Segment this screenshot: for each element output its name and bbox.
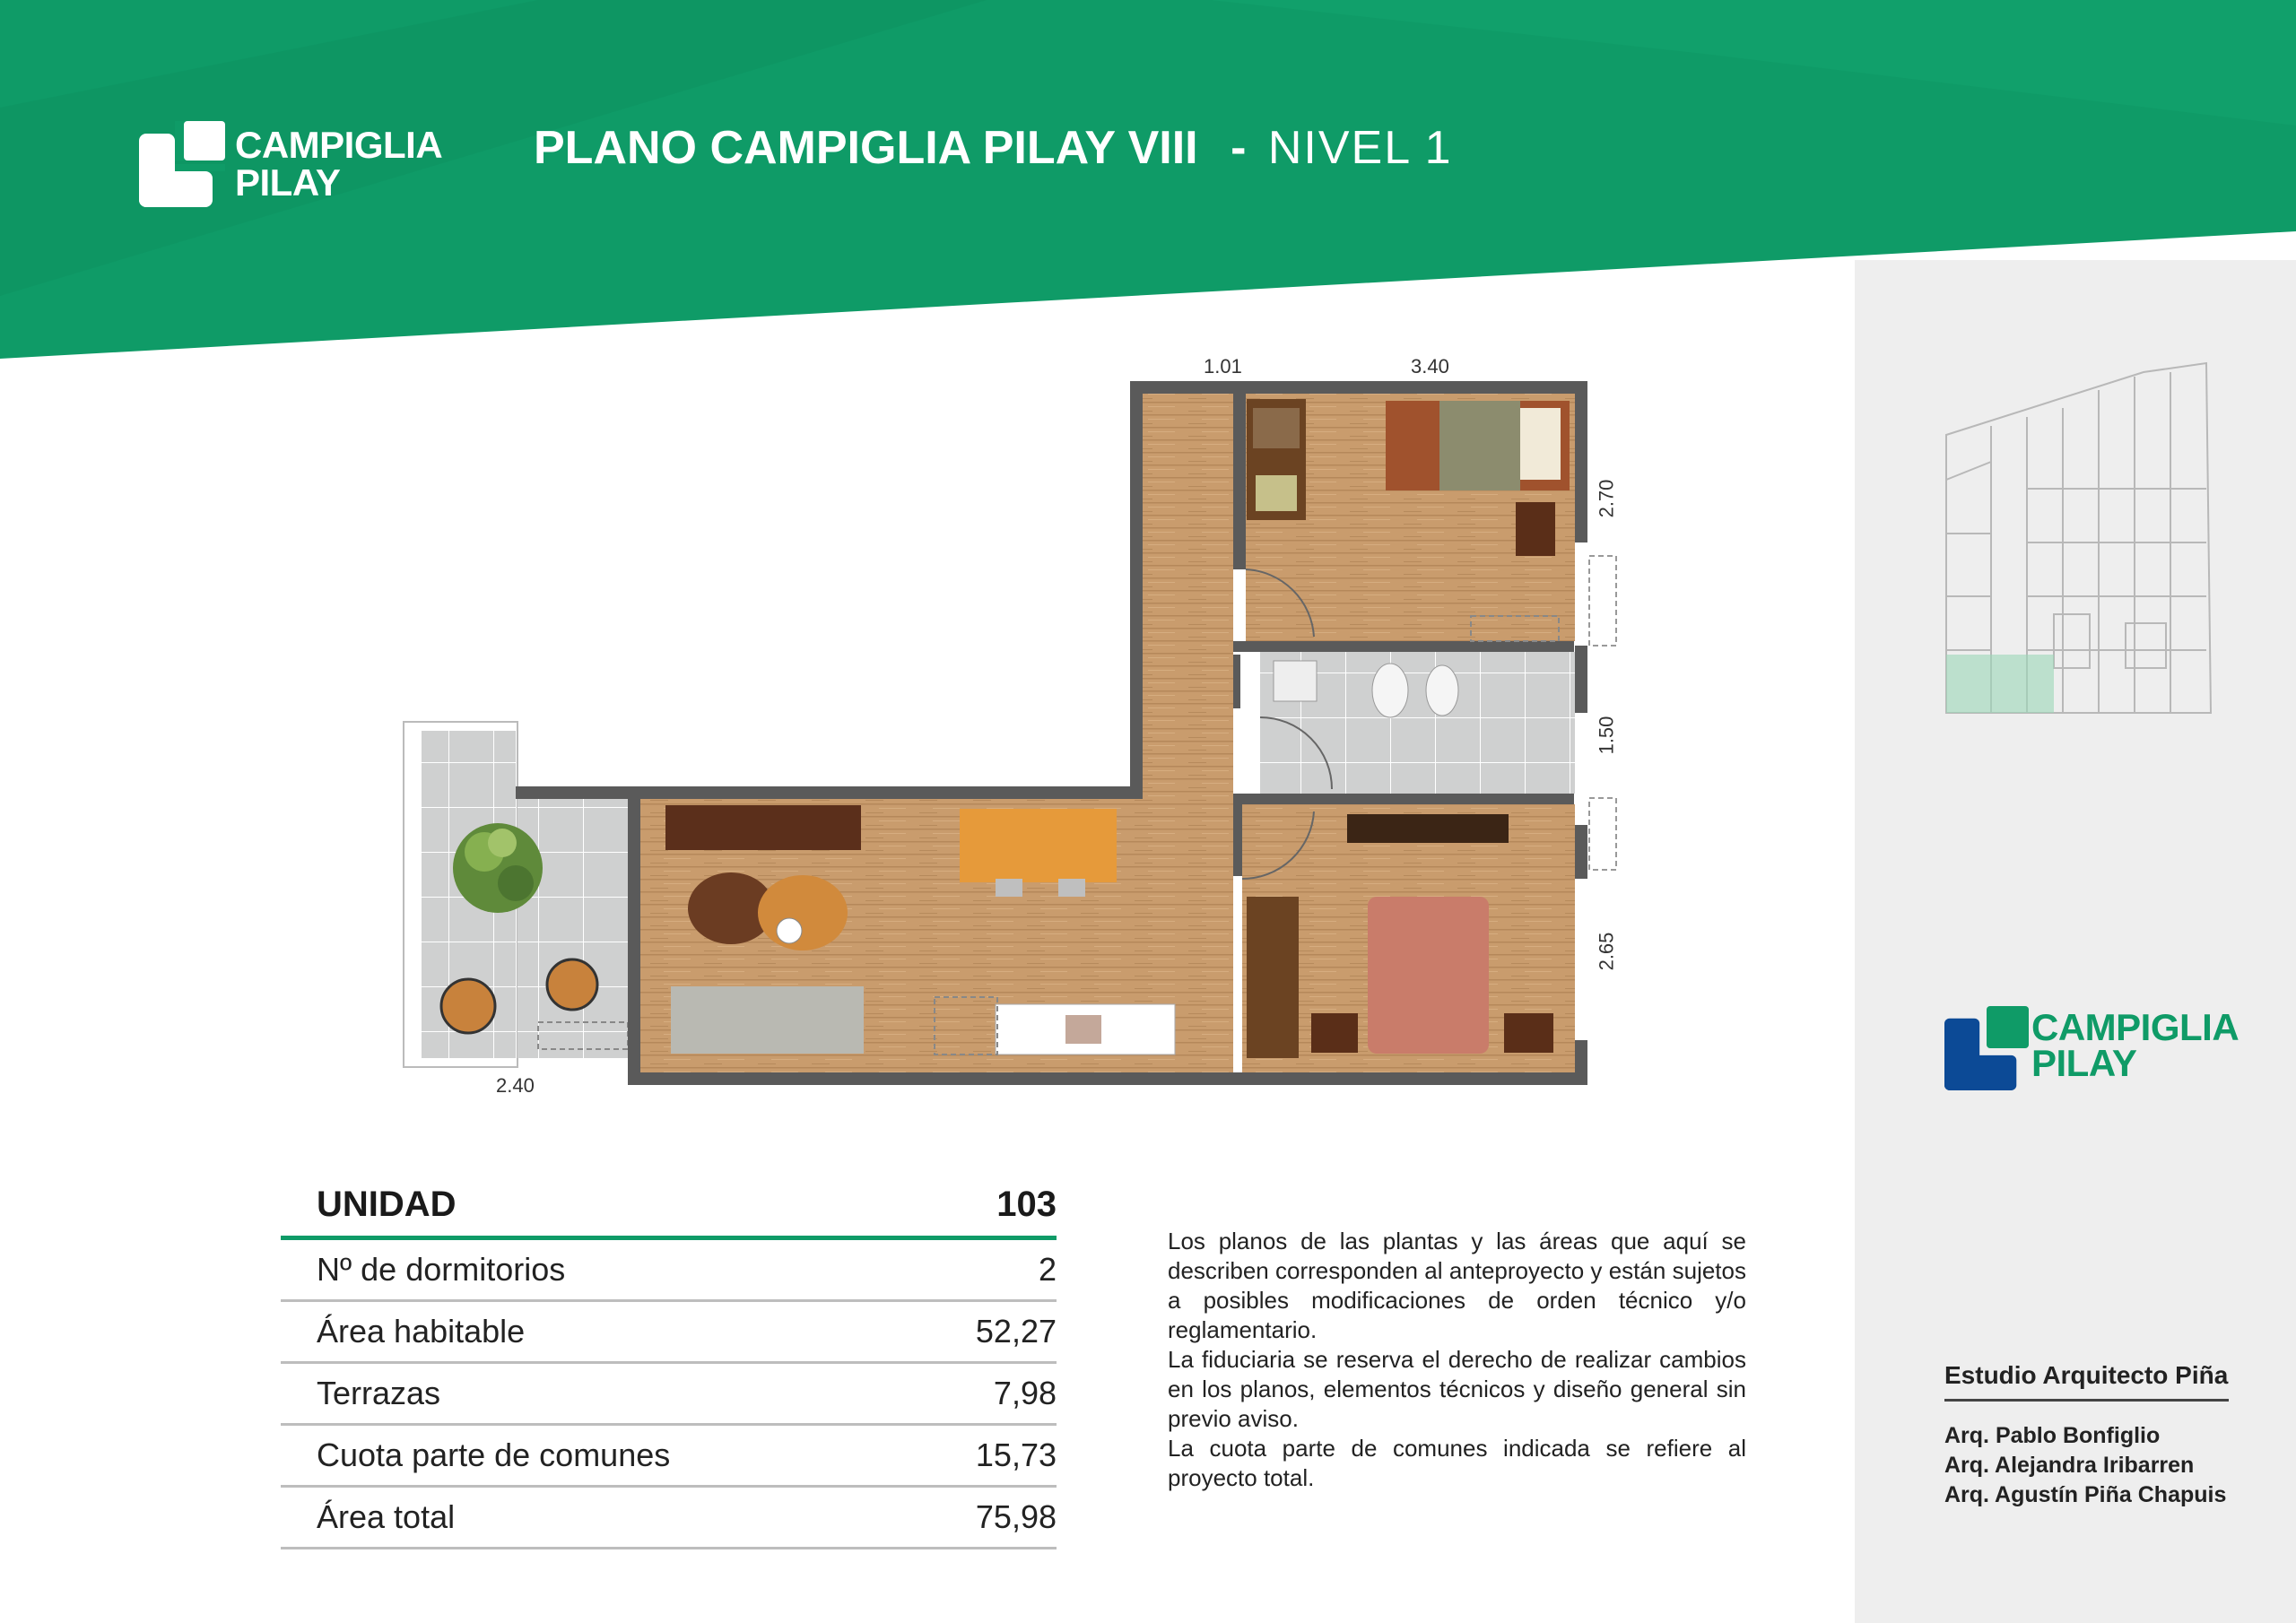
logo-text-line1: CAMPIGLIA [235, 124, 443, 166]
row-label: Área total [317, 1498, 456, 1535]
bed-icon [1368, 897, 1489, 1054]
architect-list [1944, 1421, 2229, 1510]
sofa-icon [671, 986, 864, 1054]
title-main: PLANO CAMPIGLIA PILAY VIII [534, 122, 1198, 174]
row-value: 75,98 [975, 1498, 1057, 1535]
row-value: 15,73 [975, 1436, 1057, 1473]
dimension-label: 2.65 [1595, 932, 1618, 971]
disclaimer-paragraph: Los planos de las plantas y las áreas que aquí se describen corresponden al anteproyecto y están sujetos a posibles modificaciones de orden técnico y/o reglamentario. [1168, 1228, 1746, 1343]
logo-text-line2: PILAY [2031, 1042, 2137, 1084]
logo-text-line2: PILAY [235, 161, 341, 204]
row-value: 7,98 [993, 1375, 1057, 1411]
unit-label: UNIDAD [317, 1185, 457, 1224]
row-value: 2 [1038, 1251, 1057, 1288]
row-label: Nº de dormitorios [317, 1251, 566, 1288]
logo-text-line1: CAMPIGLIA [2031, 1006, 2239, 1048]
title-separator: - [1231, 122, 1247, 174]
chair-icon [441, 979, 495, 1033]
table-header-row [281, 1175, 1057, 1240]
floor-plan [395, 368, 1632, 1103]
page-title [534, 121, 1453, 175]
disclaimer-text [1168, 1227, 1746, 1493]
architect-name: Arq. Pablo Bonfiglio [1944, 1423, 2161, 1448]
dimension-label: 1.01 [1204, 355, 1242, 378]
row-value: 52,27 [975, 1313, 1057, 1350]
dimension-label: 2.40 [496, 1074, 535, 1097]
table-row [281, 1426, 1057, 1488]
plant-icon [453, 823, 543, 913]
table-row [281, 1302, 1057, 1364]
disclaimer-paragraph: La cuota parte de comunes indicada se refiere al proyecto total. [1168, 1435, 1746, 1491]
table-row [281, 1364, 1057, 1426]
site-plan-thumbnail [1937, 327, 2224, 722]
logo-mark-icon [139, 121, 225, 207]
dimension-label: 2.70 [1595, 479, 1618, 518]
disclaimer-paragraph: La fiduciaria se reserva el derecho de realizar cambios en los planos, elementos técnicos y diseño general sin previo aviso. [1168, 1346, 1746, 1432]
title-level: NIVEL 1 [1267, 122, 1453, 174]
row-label: Área habitable [317, 1313, 526, 1350]
logo-mark-icon [1944, 1006, 2029, 1090]
studio-title: Estudio Arquitecto Piña [1944, 1361, 2229, 1402]
row-label: Terrazas [317, 1375, 441, 1411]
dimension-label: 3.40 [1411, 355, 1449, 378]
architect-name: Arq. Agustín Piña Chapuis [1944, 1482, 2227, 1507]
studio-credits [1944, 1361, 2229, 1510]
dimension-label: 1.50 [1595, 716, 1618, 755]
unit-table [281, 1175, 1057, 1549]
unit-number: 103 [996, 1185, 1057, 1224]
table-row [281, 1488, 1057, 1549]
architect-name: Arq. Alejandra Iribarren [1944, 1453, 2195, 1478]
row-label: Cuota parte de comunes [317, 1436, 671, 1473]
table-row [281, 1240, 1057, 1302]
chair-icon [547, 959, 597, 1010]
